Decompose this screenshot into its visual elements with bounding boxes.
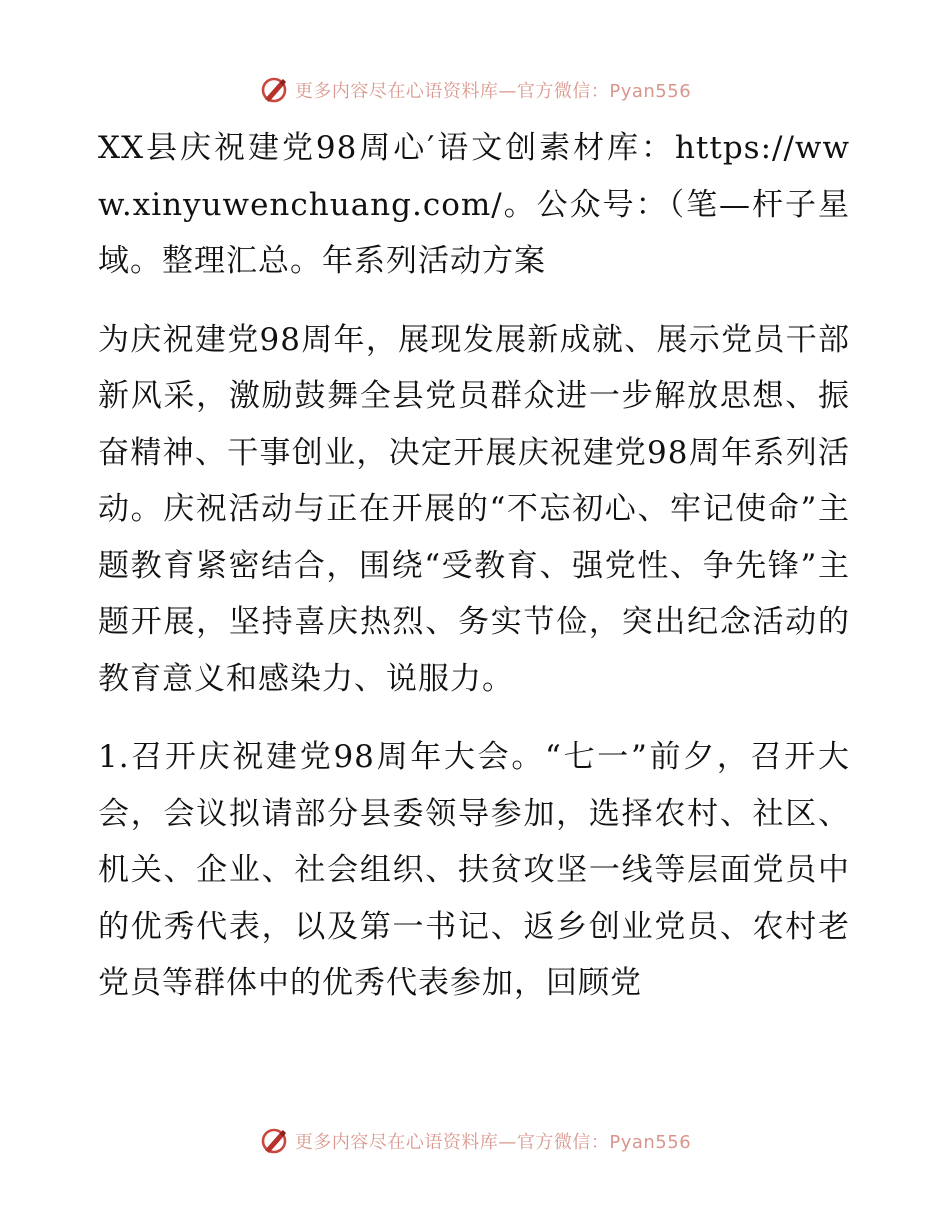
document-body	[98, 120, 850, 1012]
intro-paragraph: 为庆祝建党98周年，展现发展新成就、展示党员干部新风采，激励鼓舞全县党员群众进一步解放思想、振奋精神、干事创业，决定开展庆祝建党98周年系列活动。庆祝活动与正在开展的“不忘初心、牢记使命”主题教育紧密结合，围绕“受教育、强党性、争先锋”主题开展，坚持喜庆热烈、务实节俭，突出纪念活动的教育意义和感染力、说服力。	[98, 321, 850, 697]
pen-in-circle-logo-icon	[259, 75, 289, 105]
activity-item-1-paragraph: 1.召开庆祝建党98周年大会。“七一”前夕，召开大会，会议拟请部分县委领导参加，选择农村、社区、机关、企业、社会组织、扶贫攻坚一线等层面党员中的优秀代表，以及第一书记、返乡创业党员、农村老党员等群体中的优秀代表参加，回顾党	[98, 739, 850, 1001]
pen-in-circle-logo-icon	[259, 1126, 289, 1156]
header-watermark-text: 更多内容尽在心语资料库—官方微信：Pyan556	[294, 81, 692, 102]
footer-watermark-banner	[0, 1124, 950, 1158]
footer-watermark-text: 更多内容尽在心语资料库—官方微信：Pyan556	[294, 1132, 692, 1153]
document-title-paragraph: XX县庆祝建党98周心′语文创素材库：https://www.xinyuwenchuang.com/。公众号：（笔—杆子星域。整理汇总。年系列活动方案	[98, 130, 850, 279]
header-watermark-banner	[0, 73, 950, 107]
